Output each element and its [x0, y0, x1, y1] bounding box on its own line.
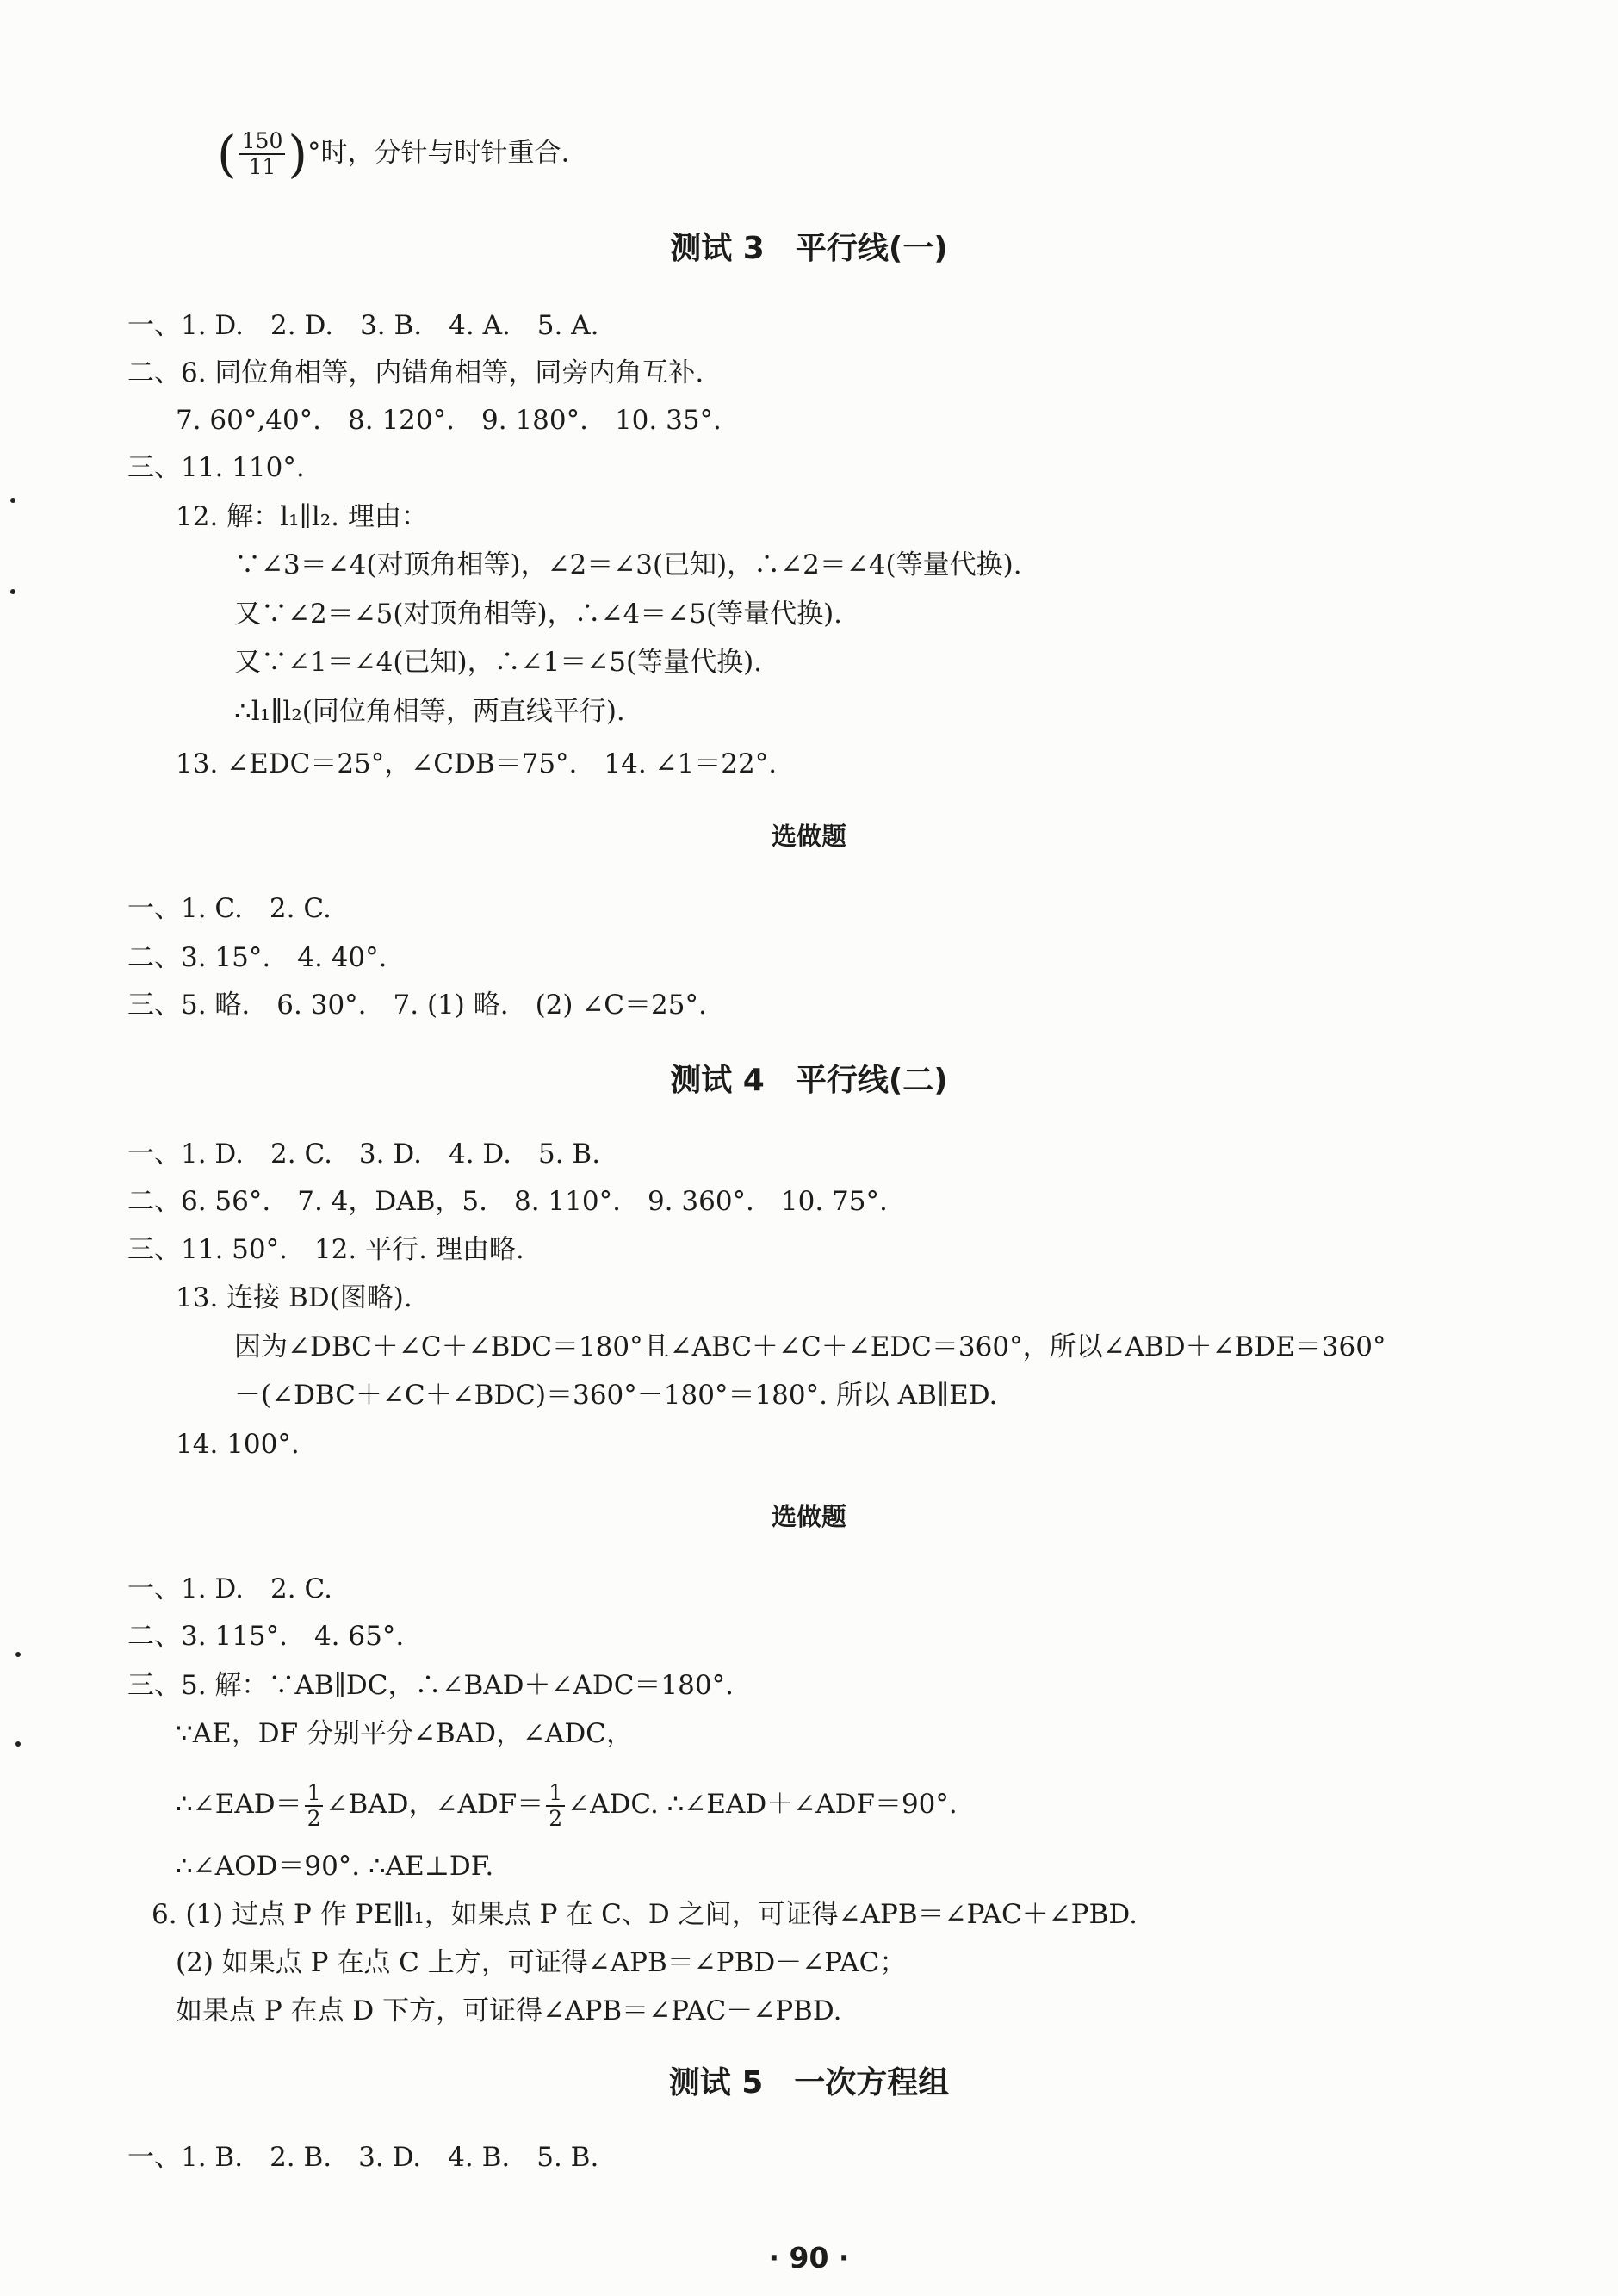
scan-mark — [15, 1652, 21, 1657]
answer-line: 14. 100°. — [176, 1429, 300, 1460]
answer-line: 12. 解：l₁∥l₂. 理由： — [176, 501, 428, 532]
fraction-denominator: 2 — [549, 1805, 563, 1831]
answer-line: 13. ∠EDC＝25°，∠CDB＝75°. 14. ∠1＝22°. — [176, 748, 778, 779]
answer-line: 二、6. 56°. 7. 4，DAB，5. 8. 110°. 9. 360°. 10. 75°. — [127, 1186, 888, 1217]
answer-line: (2) 如果点 P 在点 C 上方，可证得∠APB＝∠PBD－∠PAC； — [176, 1947, 907, 1978]
fraction-denominator: 11 — [248, 154, 276, 179]
answer-line: 一、1. D. 2. D. 3. B. 4. A. 5. A. — [127, 310, 599, 341]
optional-questions-title: 选做题 — [771, 822, 846, 851]
answer-line: 6. (1) 过点 P 作 PE∥l₁，如果点 P 在 C、D 之间，可证得∠APB＝∠PAC＋∠PBD. — [152, 1899, 1138, 1930]
scan-mark — [10, 498, 15, 503]
answer-line: 如果点 P 在点 D 下方，可证得∠APB＝∠PAC－∠PBD. — [176, 1995, 842, 2026]
continuation-line — [217, 125, 570, 183]
answer-line: ∵∠3＝∠4(对顶角相等)，∠2＝∠3(已知)，∴∠2＝∠4(等量代换). — [234, 549, 1022, 580]
answer-line: 因为∠DBC＋∠C＋∠BDC＝180°且∠ABC＋∠C＋∠EDC＝360°，所以∠ABD＋∠BDE＝360° — [234, 1331, 1386, 1362]
page-number: · 90 · — [768, 2241, 850, 2274]
fraction-denominator: 2 — [307, 1805, 321, 1831]
answer-line: 又∵∠2＝∠5(对顶角相等)，∴∠4＝∠5(等量代换). — [234, 599, 843, 630]
optional-questions-title: 选做题 — [771, 1502, 846, 1531]
fraction-numerator: 1 — [305, 1781, 324, 1807]
answer-line: 7. 60°,40°. 8. 120°. 9. 180°. 10. 35°. — [176, 405, 722, 436]
answer-line: 二、3. 15°. 4. 40°. — [127, 942, 387, 973]
answer-line: 二、3. 115°. 4. 65°. — [127, 1621, 405, 1652]
scan-mark — [15, 1741, 21, 1747]
answer-text: ∴∠EAD＝ — [176, 1789, 302, 1820]
answer-text: ∠ADC. ∴∠EAD＋∠ADF＝90°. — [567, 1789, 958, 1820]
answer-line: 一、1. D. 2. C. 3. D. 4. D. 5. B. — [127, 1139, 601, 1170]
answer-line: 三、5. 解：∵AB∥DC，∴∠BAD＋∠ADC＝180°. — [127, 1670, 734, 1701]
left-paren: ( — [217, 125, 237, 183]
answer-line: ∴l₁∥l₂(同位角相等，两直线平行). — [234, 696, 625, 727]
answer-line: 一、1. D. 2. C. — [127, 1573, 332, 1604]
answer-line: 二、6. 同位角相等，内错角相等，同旁内角互补. — [127, 357, 704, 388]
answer-line: 又∵∠1＝∠4(已知)，∴∠1＝∠5(等量代换). — [234, 647, 763, 678]
fraction — [239, 129, 286, 179]
fraction-numerator: 150 — [239, 129, 286, 155]
right-paren: ) — [288, 125, 307, 183]
answer-line: 一、1. B. 2. B. 3. D. 4. B. 5. B. — [127, 2142, 599, 2173]
answer-line: 三、11. 110°. — [127, 452, 305, 483]
answer-line: 三、11. 50°. 12. 平行. 理由略. — [127, 1234, 524, 1265]
continuation-text: °时，分针与时针重合. — [307, 137, 570, 169]
answer-text: ∠BAD，∠ADF＝ — [325, 1789, 544, 1820]
answer-line: －(∠DBC＋∠C＋∠BDC)＝360°－180°＝180°. 所以 AB∥ED. — [234, 1380, 998, 1411]
section-title-test5: 测试 5 一次方程组 — [668, 2065, 950, 2101]
answer-line: 13. 连接 BD(图略). — [176, 1282, 412, 1313]
answer-line: ∵AE，DF 分别平分∠BAD，∠ADC， — [176, 1718, 633, 1749]
answer-line: 三、5. 略. 6. 30°. 7. (1) 略. (2) ∠C＝25°. — [127, 990, 707, 1021]
answer-line: 一、1. C. 2. C. — [127, 893, 332, 924]
fraction-half — [546, 1781, 565, 1831]
section-title-test4: 测试 4 平行线(二) — [670, 1063, 948, 1098]
fraction-half — [305, 1781, 324, 1831]
answer-line: ∴∠AOD＝90°. ∴AE⊥DF. — [176, 1851, 494, 1882]
answer-line-with-fractions — [176, 1777, 958, 1832]
section-title-test3: 测试 3 平行线(一) — [670, 231, 948, 266]
fraction-numerator: 1 — [546, 1781, 565, 1807]
scan-mark — [10, 589, 15, 594]
